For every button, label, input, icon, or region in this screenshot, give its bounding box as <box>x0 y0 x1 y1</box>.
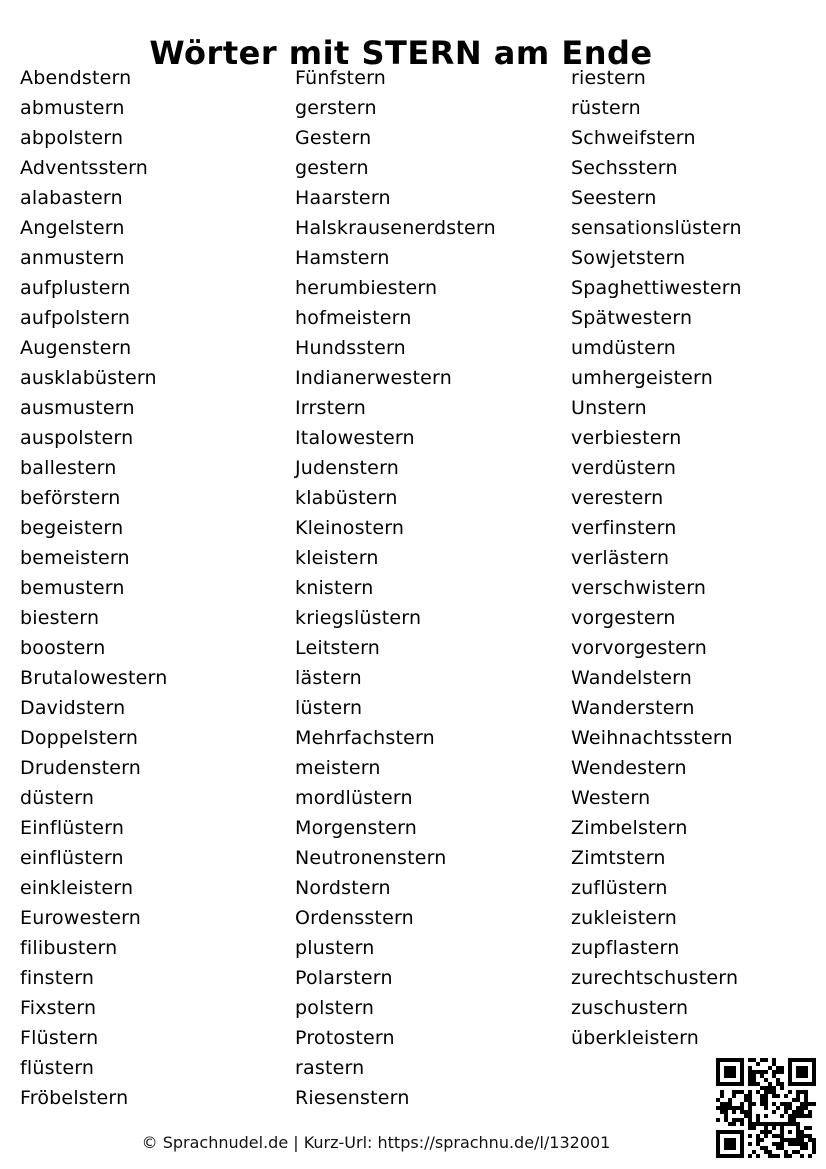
word-list-item: Angelstern <box>20 217 125 239</box>
word-list-item: biestern <box>20 607 100 629</box>
word-list-item: Fröbelstern <box>20 1087 129 1109</box>
word-list-item: Polarstern <box>295 967 393 989</box>
word-list-item: Kleinostern <box>295 517 405 539</box>
qr-code-icon <box>716 1058 816 1158</box>
word-list-item: Gestern <box>295 127 372 149</box>
word-list-item: Zimtstern <box>571 847 666 869</box>
word-list-item: herumbiestern <box>295 277 438 299</box>
word-list-item: polstern <box>295 997 375 1019</box>
word-list-item: Mehrfachstern <box>295 727 435 749</box>
word-list-item: knistern <box>295 577 374 599</box>
word-list-item: sensationslüstern <box>571 217 742 239</box>
word-list-item: ballestern <box>20 457 117 479</box>
word-list-item: abmustern <box>20 97 125 119</box>
word-list-item: Eurowestern <box>20 907 142 929</box>
word-list-item: Italowestern <box>295 427 415 449</box>
word-list-item: Riesenstern <box>295 1087 410 1109</box>
word-list-item: gestern <box>295 157 369 179</box>
word-list-item: Drudenstern <box>20 757 142 779</box>
word-list-item: verfinstern <box>571 517 677 539</box>
word-list-item: Sowjetstern <box>571 247 686 269</box>
word-list-item: ausklabüstern <box>20 367 157 389</box>
word-list-item: vorvorgestern <box>571 637 707 659</box>
word-list-item: plustern <box>295 937 375 959</box>
word-list-item: rastern <box>295 1057 365 1079</box>
word-list-item: vorgestern <box>571 607 676 629</box>
word-list-item: Einflüstern <box>20 817 125 839</box>
word-list-item: Sechsstern <box>571 157 678 179</box>
word-list-item: bemeistern <box>20 547 130 569</box>
word-column-2 <box>295 63 496 1113</box>
word-list-item: aufplustern <box>20 277 131 299</box>
word-list-item: einflüstern <box>20 847 124 869</box>
word-list-item: überkleistern <box>571 1027 700 1049</box>
word-list-item: lüstern <box>295 697 363 719</box>
word-list-item: Fixstern <box>20 997 97 1019</box>
word-list-item: Leitstern <box>295 637 381 659</box>
word-list-item: verestern <box>571 487 664 509</box>
footer-credit: © Sprachnudel.de | Kurz-Url: https://sprachnu.de/l/132001 <box>141 1133 611 1152</box>
word-list-item: Spaghettiwestern <box>571 277 742 299</box>
word-list-item: einkleistern <box>20 877 134 899</box>
word-list-item: Indianerwestern <box>295 367 452 389</box>
word-list-item: gerstern <box>295 97 377 119</box>
word-list-item: abpolstern <box>20 127 124 149</box>
word-column-1 <box>20 63 167 1113</box>
word-list-item: Abendstern <box>20 67 132 89</box>
word-list-item: Nordstern <box>295 877 391 899</box>
word-list-item: meistern <box>295 757 381 779</box>
word-list-item: anmustern <box>20 247 125 269</box>
word-list-item: finstern <box>20 967 95 989</box>
word-list-item: Wandelstern <box>571 667 693 689</box>
word-list-item: düstern <box>20 787 95 809</box>
word-list-item: Brutalowestern <box>20 667 168 689</box>
word-list-item: umhergeistern <box>571 367 713 389</box>
word-list-item: Fünfstern <box>295 67 387 89</box>
word-list-item: Adventsstern <box>20 157 149 179</box>
word-list-item: Irrstern <box>295 397 367 419</box>
word-list-item: Haarstern <box>295 187 391 209</box>
word-list-item: zuflüstern <box>571 877 668 899</box>
word-list-item: filibustern <box>20 937 118 959</box>
word-column-3 <box>571 63 742 1053</box>
word-list-item: zupflastern <box>571 937 680 959</box>
word-list-item: flüstern <box>20 1057 95 1079</box>
word-list-item: Flüstern <box>20 1027 99 1049</box>
word-list-item: ausmustern <box>20 397 135 419</box>
word-list-item: aufpolstern <box>20 307 131 329</box>
word-list-item: Schweifstern <box>571 127 696 149</box>
word-list-item: Ordensstern <box>295 907 414 929</box>
word-list-item: lästern <box>295 667 362 689</box>
word-list-item: kleistern <box>295 547 379 569</box>
word-list-item: Protostern <box>295 1027 395 1049</box>
word-list-item: begeistern <box>20 517 124 539</box>
word-list-item: boostern <box>20 637 106 659</box>
word-list-item: Spätwestern <box>571 307 693 329</box>
word-list-item: auspolstern <box>20 427 134 449</box>
word-list-item: bemustern <box>20 577 125 599</box>
word-list-item: zukleistern <box>571 907 678 929</box>
word-list-item: Weihnachtsstern <box>571 727 733 749</box>
word-list-item: Morgenstern <box>295 817 418 839</box>
word-list-item: mordlüstern <box>295 787 413 809</box>
word-list-item: Neutronenstern <box>295 847 447 869</box>
word-list-item: umdüstern <box>571 337 677 359</box>
word-list-item: Judenstern <box>295 457 399 479</box>
word-list-item: rüstern <box>571 97 641 119</box>
word-list-item: Augenstern <box>20 337 132 359</box>
word-list-item: Hundsstern <box>295 337 406 359</box>
word-list-item: klabüstern <box>295 487 398 509</box>
page-title: Wörter mit STERN am Ende <box>149 34 653 73</box>
word-list-item: Hamstern <box>295 247 390 269</box>
word-list-item: verschwistern <box>571 577 707 599</box>
word-list-item: verdüstern <box>571 457 677 479</box>
word-list-item: Wendestern <box>571 757 687 779</box>
word-list-item: zurechtschustern <box>571 967 739 989</box>
word-list-item: Zimbelstern <box>571 817 688 839</box>
word-list-item: beförstern <box>20 487 121 509</box>
word-list-item: Wanderstern <box>571 697 695 719</box>
word-list-item: riestern <box>571 67 646 89</box>
word-list-item: alabastern <box>20 187 123 209</box>
word-list-item: Western <box>571 787 651 809</box>
word-list-item: Davidstern <box>20 697 126 719</box>
word-list-item: zuschustern <box>571 997 689 1019</box>
word-list-item: verlästern <box>571 547 670 569</box>
word-list-item: Halskrausenerdstern <box>295 217 496 239</box>
word-list-item: hofmeistern <box>295 307 412 329</box>
word-list-item: kriegslüstern <box>295 607 422 629</box>
word-list-item: verbiestern <box>571 427 682 449</box>
word-list-item: Seestern <box>571 187 657 209</box>
word-list-item: Doppelstern <box>20 727 139 749</box>
word-list-item: Unstern <box>571 397 647 419</box>
